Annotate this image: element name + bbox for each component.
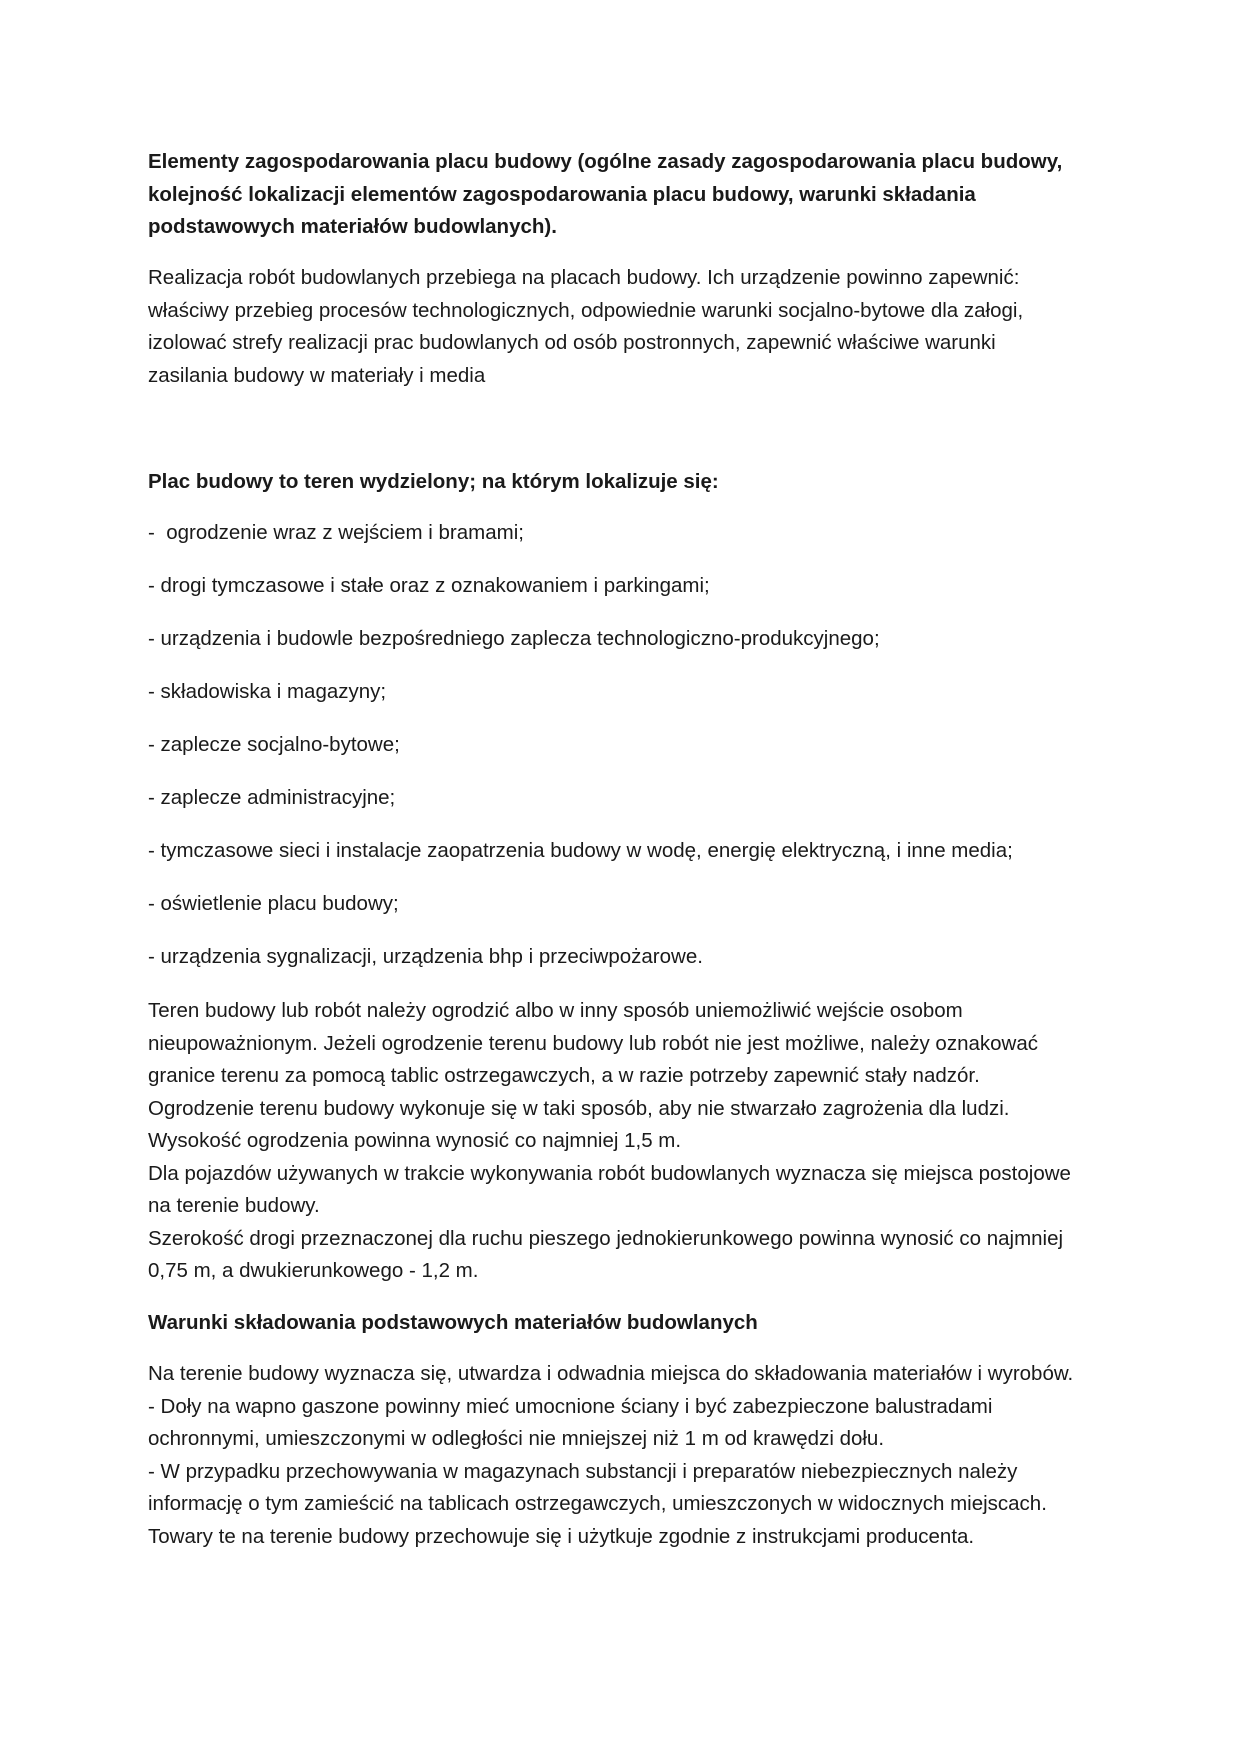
list-item: - urządzenia i budowle bezpośredniego zaplecza technologiczno-produkcyjnego; [148, 627, 880, 650]
list-item: - zaplecze administracyjne; [148, 786, 396, 809]
list-item: - tymczasowe sieci i instalacje zaopatrzenia budowy w wodę, energię elektryczną, i inne media; [148, 839, 1013, 862]
storage-heading: Warunki składowania podstawowych materiałów budowlanych [148, 1311, 758, 1334]
fencing-paragraph: Teren budowy lub robót należy ogrodzić albo w inny sposób uniemożliwić wejście osobom nieupoważnionym. Jeżeli ogrodzenie terenu budowy lub robót nie jest możliwe, należy oznakować granice terenu za pomocą tablic ostrzegawczych, a w razie potrzeby zapewnić stały nadzór. Ogrodzenie terenu budowy wykonuje się w taki sposób, aby nie stwarzało zagrożenia dla ludzi. Wysokość ogrodzenia powinna wynosić co najmniej 1,5 m. Dla pojazdów używanych w trakcie wykonywania robót budowlanych wyznacza się miejsca postojowe na terenie budowy. Szerokość drogi przeznaczonej dla ruchu pieszego jednokierunkowego powinna wynosić co najmniej 0,75 m, a dwukierunkowego - 1,2 m. [148, 999, 1071, 1282]
list-item: - ogrodzenie wraz z wejściem i bramami; [148, 521, 524, 544]
intro-paragraph: Realizacja robót budowlanych przebiega na placach budowy. Ich urządzenie powinno zapewnić: właściwy przebieg procesów technologicznych, odpowiednie warunki socjalno-bytowe dla załogi, izolować strefy realizacji prac budowlanych od osób postronnych, zapewnić właściwe warunki zasilania budowy w materiały i media [148, 266, 1024, 387]
storage-paragraph: Na terenie budowy wyznacza się, utwardza i odwadnia miejsca do składowania materiałów i wyrobów. - Doły na wapno gaszone powinny mieć umocnione ściany i być zabezpieczone balustradami ochronnymi, umieszczonymi w odległości nie mniejszej niż 1 m od krawędzi dołu. - W przypadku przechowywania w magazynach substancji i preparatów niebezpiecznych należy informację o tym zamieścić na tablicach ostrzegawczych, umieszczonych w widocznych miejscach. Towary te na terenie budowy przechowuje się i użytkuje zgodnie z instrukcjami producenta. [148, 1362, 1074, 1548]
site-heading: Plac budowy to teren wydzielony; na którym lokalizuje się: [148, 470, 719, 493]
list-item: - składowiska i magazyny; [148, 680, 387, 703]
list-item: - oświetlenie placu budowy; [148, 892, 399, 915]
list-item: - drogi tymczasowe i stałe oraz z oznakowaniem i parkingami; [148, 574, 710, 597]
site-elements-list [148, 517, 1148, 994]
list-item: - zaplecze socjalno-bytowe; [148, 733, 400, 756]
document-title: Elementy zagospodarowania placu budowy (ogólne zasady zagospodarowania placu budowy, kolejność lokalizacji elementów zagospodarowania placu budowy, warunki składania podstawowych materiałów budowlanych). [148, 150, 1063, 238]
list-item: - urządzenia sygnalizacji, urządzenia bhp i przeciwpożarowe. [148, 945, 703, 968]
